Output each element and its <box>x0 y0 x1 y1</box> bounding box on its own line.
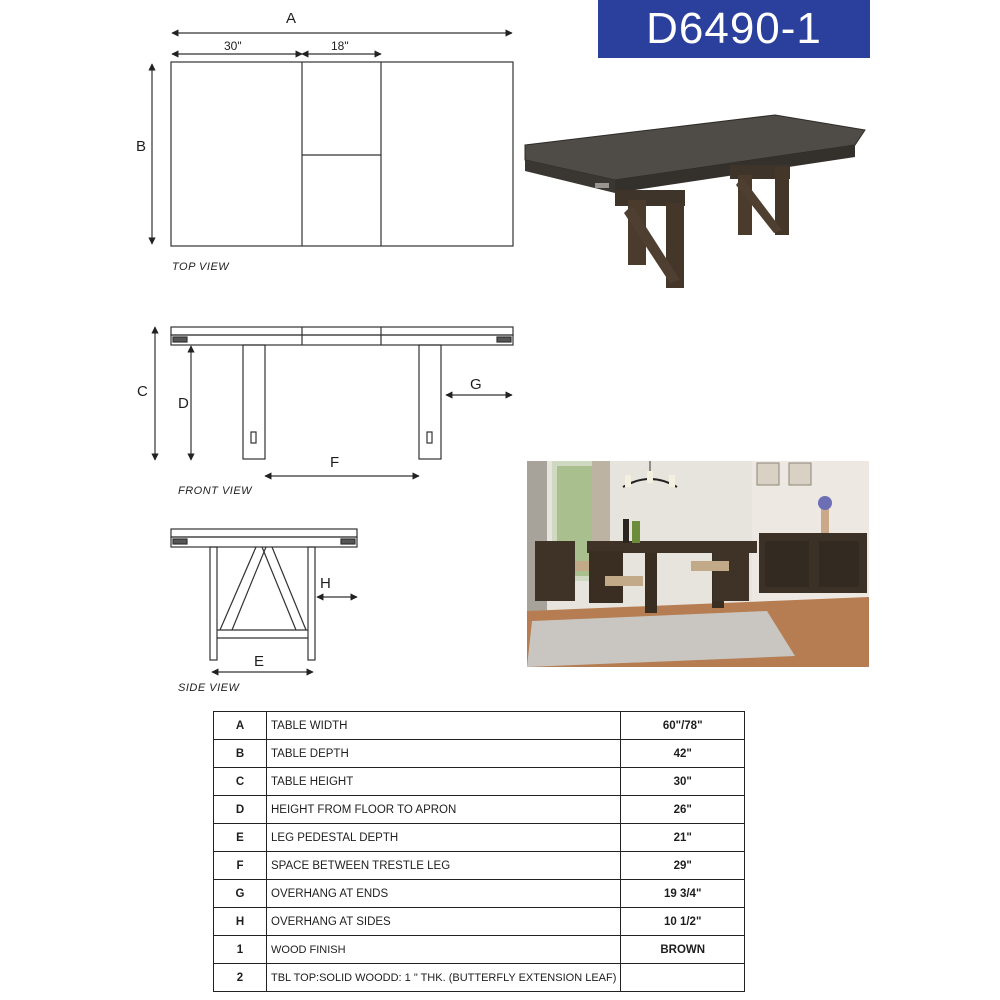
spec-value-cell: 19 3/4" <box>621 880 745 908</box>
spec-key-cell: H <box>214 908 267 936</box>
tabletop-outline <box>171 62 513 246</box>
spec-description-cell: HEIGHT FROM FLOOR TO APRON <box>267 796 621 824</box>
spec-description-cell: TABLE WIDTH <box>267 712 621 740</box>
spec-key-cell: A <box>214 712 267 740</box>
spec-row <box>214 880 745 908</box>
dimension-30-label: 30" <box>224 39 242 53</box>
dimension-c-label: C <box>137 383 148 400</box>
dimension-18-label: 18" <box>331 39 349 53</box>
spec-description-cell: WOOD FINISH <box>267 936 621 964</box>
top-view-label: TOP VIEW <box>172 261 230 273</box>
front-leg-left <box>243 345 265 459</box>
spec-description-cell: SPACE BETWEEN TRESTLE LEG <box>267 852 621 880</box>
dimension-e-label: E <box>254 653 265 670</box>
dimension-a-label: A <box>286 10 297 27</box>
dimension-g-label: G <box>470 376 482 393</box>
dimension-f-label: F <box>330 454 340 471</box>
spec-key-cell: F <box>214 852 267 880</box>
spec-key-cell: D <box>214 796 267 824</box>
dining-room-photo <box>527 461 869 667</box>
dimension-d-label: D <box>178 395 189 412</box>
side-view-label: SIDE VIEW <box>178 682 240 694</box>
side-leg-right <box>308 547 315 660</box>
spec-row <box>214 852 745 880</box>
spec-key-cell: 1 <box>214 936 267 964</box>
dimension-h-label: H <box>320 575 331 592</box>
spec-value-cell: 29" <box>621 852 745 880</box>
note-row <box>214 964 745 992</box>
spec-key-cell: 2 <box>214 964 267 992</box>
spec-key-cell: E <box>214 824 267 852</box>
side-tabletop <box>171 529 357 537</box>
side-brace-left <box>220 547 256 630</box>
spec-row <box>214 824 745 852</box>
model-number-banner: D6490-1 <box>598 0 870 58</box>
specification-table <box>213 711 745 992</box>
spec-value-cell: 26" <box>621 796 745 824</box>
spec-row <box>214 740 745 768</box>
side-view <box>171 529 357 672</box>
note-row <box>214 936 745 964</box>
spec-value-cell: BROWN <box>621 936 745 964</box>
spec-value-cell <box>621 964 745 992</box>
spec-value-cell: 10 1/2" <box>621 908 745 936</box>
dimension-b-label: B <box>136 138 147 155</box>
side-apron <box>171 537 357 547</box>
table-product-photo <box>520 105 870 295</box>
spec-description-cell: TABLE HEIGHT <box>267 768 621 796</box>
spec-value-cell: 42" <box>621 740 745 768</box>
spec-row <box>214 712 745 740</box>
front-apron <box>171 335 513 345</box>
front-view-label: FRONT VIEW <box>178 485 253 497</box>
spec-row <box>214 796 745 824</box>
front-tabletop <box>171 327 513 335</box>
spec-description-cell: OVERHANG AT ENDS <box>267 880 621 908</box>
spec-value-cell: 30" <box>621 768 745 796</box>
front-leg-right <box>419 345 441 459</box>
spec-description-cell: OVERHANG AT SIDES <box>267 908 621 936</box>
spec-key-cell: G <box>214 880 267 908</box>
spec-key-cell: C <box>214 768 267 796</box>
spec-description-cell: LEG PEDESTAL DEPTH <box>267 824 621 852</box>
side-brace-right <box>262 547 296 630</box>
spec-value-cell: 21" <box>621 824 745 852</box>
spec-key-cell: B <box>214 740 267 768</box>
side-leg-left <box>210 547 217 660</box>
front-hardware-right <box>497 337 511 342</box>
spec-row <box>214 768 745 796</box>
spec-description-cell: TABLE DEPTH <box>267 740 621 768</box>
front-hardware-left <box>173 337 187 342</box>
spec-row <box>214 908 745 936</box>
spec-value-cell: 60"/78" <box>621 712 745 740</box>
spec-description-cell: TBL TOP:SOLID WOODD: 1 " THK. (BUTTERFLY EXTENSION LEAF) <box>267 964 621 992</box>
top-view <box>152 33 513 246</box>
